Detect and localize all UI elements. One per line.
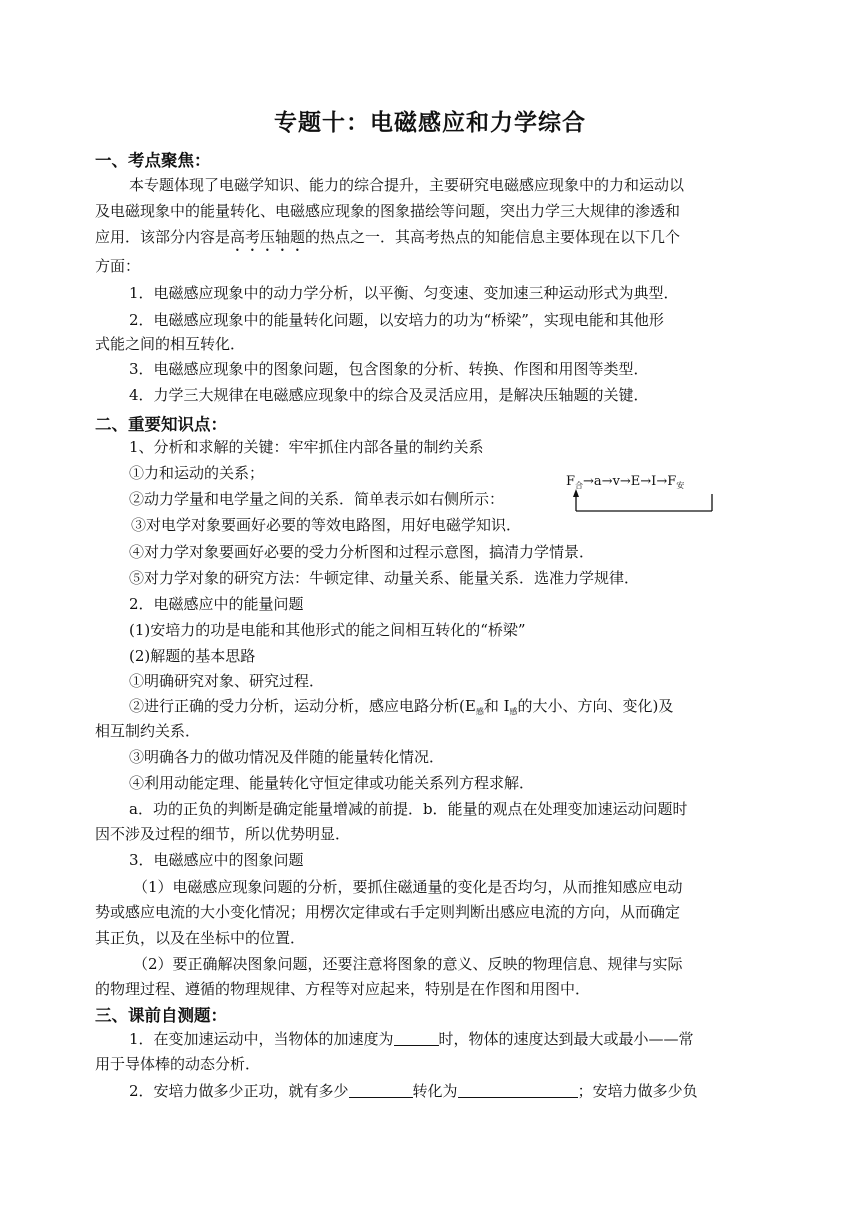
relation-chain: →a→v→E→I→F: [583, 474, 677, 489]
question-line: [129, 1030, 694, 1048]
list-item: ③对电学对象要画好必要的等效电路图，用好电磁学知识．: [131, 516, 522, 534]
list-item: （1）电磁感应现象问题的分析，要抓住磁通量的变化是否均匀，从而推知感应电动: [133, 878, 683, 896]
list-item: ④利用动能定理、能量转化守恒定律或功能关系列方程求解．: [129, 774, 535, 792]
list-item: ②动力学量和电学量之间的关系．简单表示如右侧所示：: [129, 490, 505, 508]
text-span: 的热点之一．其高考热点的知能信息主要体现在以下几个: [305, 228, 681, 246]
list-item-continued: 的物理过程、遵循的物理规律、方程等对应起来，特别是在作图和用图中．: [95, 980, 591, 998]
list-item: 4．力学三大规律在电磁感应现象中的综合及灵活应用，是解决压轴题的关键．: [129, 386, 649, 404]
paragraph-line: 及电磁现象中的能量转化、电磁感应现象的图象描绘等问题，突出力学三大规律的渗透和: [95, 202, 681, 220]
list-item: （2）要正确解决图象问题，还要注意将图象的意义、反映的物理信息、规律与实际: [133, 955, 683, 973]
answer-blank[interactable]: [458, 1082, 578, 1098]
list-item: [129, 697, 673, 721]
section-heading-self-test: 三、课前自测题：: [95, 1006, 227, 1025]
text-span: ②进行正确的受力分析，运动分析，感应电路分析(E: [129, 697, 476, 715]
list-item: 1．电磁感应现象中的动力学分析，以平衡、匀变速、变加速三种运动形式为典型．: [129, 284, 679, 302]
list-item-continued: 因不涉及过程的细节，所以优势明显．: [95, 825, 351, 843]
list-item: (2)解题的基本思路: [129, 647, 256, 665]
list-item: 2．电磁感应中的能量问题: [129, 595, 304, 613]
list-item-continued: 势或感应电流的大小变化情况；用楞次定律或右手定则判断出感应电流的方向，从而确定: [95, 903, 681, 921]
relation-diagram: [566, 474, 736, 516]
text-span: 和 I: [483, 697, 510, 715]
feedback-arrow: [566, 474, 736, 516]
force-symbol: F: [566, 474, 576, 489]
list-item: 3．电磁感应现象中的图象问题，包含图象的分析、转换、作图和用图等类型．: [129, 360, 649, 378]
text-span: 时，物体的速度达到最大或最小——常: [438, 1030, 694, 1048]
text-span: ；安培力做多少负: [577, 1082, 698, 1100]
page-title: 专题十：电磁感应和力学综合: [274, 110, 586, 136]
text-span: 的大小、方向、变化)及: [517, 697, 674, 715]
paragraph-line: 本专题体现了电磁学知识、能力的综合提升，主要研究电磁感应现象中的力和运动以: [129, 176, 685, 194]
list-item: 1、分析和求解的关键：牢牢抓住内部各量的制约关系: [129, 438, 484, 456]
list-item: ①明确研究对象、研究过程．: [129, 672, 325, 690]
question-line: [129, 1082, 698, 1100]
subscript-he: 合: [575, 481, 584, 490]
answer-blank[interactable]: [394, 1030, 439, 1046]
list-item: 2．电磁感应现象中的能量转化问题，以安培力的功为“桥梁”，实现电能和其他形: [129, 311, 664, 329]
emphasized-text: 高考压轴题: [230, 228, 306, 246]
subscript-gan: 感: [509, 707, 518, 716]
text-span: 转化为: [412, 1082, 458, 1100]
paragraph-line: [95, 228, 680, 255]
list-item: a．功的正负的判断是确定能量增减的前提．b．能量的观点在处理变加速运动问题时: [129, 800, 688, 818]
text-span: 1．在变加速运动中，当物体的加速度为: [129, 1030, 394, 1048]
list-item: ③明确各力的做功情况及伴随的能量转化情况．: [129, 748, 445, 766]
list-item-continued: 式能之间的相互转化．: [95, 335, 246, 353]
question-line: 用于导体棒的动态分析．: [95, 1055, 261, 1073]
answer-blank[interactable]: [349, 1082, 413, 1098]
list-item: ①力和运动的关系；: [129, 464, 265, 482]
list-item: ④对力学对象要画好必要的受力分析图和过程示意图，搞清力学情景．: [129, 543, 595, 561]
text-span: 2．安培力做多少正功，就有多少: [129, 1082, 349, 1100]
list-item: ⑤对力学对象的研究方法：牛顿定律、动量关系、能量关系．选准力学规律．: [129, 569, 640, 587]
paragraph-line: 方面：: [95, 257, 141, 275]
list-item-continued: 其正负，以及在坐标中的位置．: [95, 929, 306, 947]
list-item-continued: 相互制约关系．: [95, 722, 201, 740]
subscript-an: 安: [676, 481, 685, 490]
section-heading-focus: 一、考点聚焦：: [95, 151, 211, 170]
list-item: 3．电磁感应中的图象问题: [129, 851, 304, 869]
section-heading-key-points: 二、重要知识点：: [95, 415, 227, 434]
subscript-gan: 感: [475, 707, 484, 716]
list-item: (1)安培力的功是电能和其他形式的能之间相互转化的“桥梁”: [129, 621, 526, 639]
text-span: 应用．该部分内容是: [95, 228, 231, 246]
